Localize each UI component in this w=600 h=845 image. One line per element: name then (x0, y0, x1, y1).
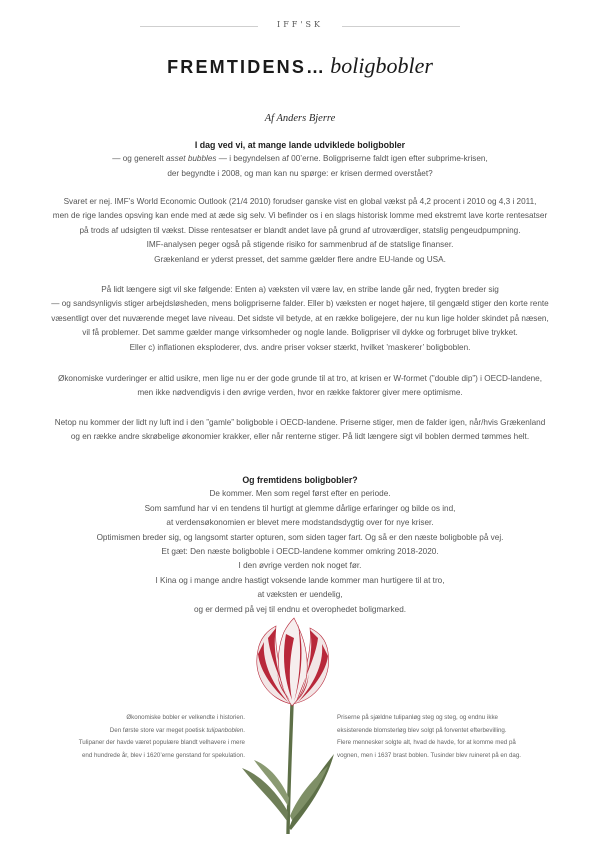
paragraph-3 (40, 372, 560, 401)
section-heading: Og fremtidens boligbobler? (242, 475, 358, 485)
intro-heading: I dag ved vi, at mange lande udviklede boligbobler (194, 140, 406, 150)
paragraph-line: Eller c) inflationen eksploderer, dvs. andre priser vokser stærkt, hvilket ’maskerer’ boligboblen. (129, 342, 471, 352)
article-title (0, 53, 600, 79)
paragraph-line: IMF-analysen peger også på stigende risiko for sammenbrud af de statslige finanser. (146, 240, 454, 250)
section-line: og er dermed på vej til endnu et overophedet boligmarked. (193, 604, 407, 614)
caption-line: end hundrede år, blev i 1620’erne genstand for spekulation. (81, 751, 245, 759)
intro-line-2: der begyndte i 2008, og man kan nu spørge: er krisen dermed overstået? (167, 168, 433, 178)
byline: Af Anders Bjerre (264, 113, 336, 124)
paragraph-line: Netop nu kommer der lidt ny luft ind i den ”gamle” boligboble i OECD-landene. Priserne stiger, men de falder igen, når/hvis Grækenland (54, 418, 546, 427)
intro-italic: asset bubbles (165, 154, 217, 164)
paragraph-line: vil få problemer. Det samme gælder mange virksomheder og nogle lande. Boligpriser vil dykke og forbruget blive trykket. (82, 328, 518, 338)
paragraph-4 (40, 416, 560, 445)
paragraph-line: væsentligt over det nuværende meget lave niveau. Det sidste vil betyde, at en række boligejere, der nu kun lige holder skindet på næsen, (51, 313, 549, 323)
caption-italic: tulipanboblen (206, 726, 244, 734)
caption-line (40, 725, 245, 738)
masthead (140, 20, 460, 32)
title-main: FREMTIDENS… (167, 57, 327, 77)
section-line: De kommer. Men som regel først efter en periode. (209, 489, 391, 499)
caption-right (337, 712, 567, 762)
masthead-rule-right (342, 26, 460, 27)
caption-text: . (243, 726, 245, 734)
intro-line-1 (40, 152, 560, 166)
paragraph-line: — og sandsynligvis stiger arbejdsløsheden, mens boligpriserne falder. Eller b) væksten er noget højere, til gengæld stiger den korte rente (51, 299, 549, 309)
paragraph-line: Økonomiske vurderinger er altid usikre, men lige nu er der gode grunde til at tro, at krisen er W-formet (”double dip”) i OECD-landene, (57, 374, 543, 383)
paragraph-line: Svaret er nej. IMF’s World Economic Outlook (21/4 2010) forudser ganske vist en global vækst på 4,2 procent i 2010 og 4,3 i 2011, (63, 197, 537, 206)
section-line: I Kina og i mange andre hastigt voksende lande kommer man hurtigere til at tro, (155, 575, 445, 585)
paragraph-1 (40, 195, 560, 267)
caption-line: Flere mennesker solgte alt, hvad de havde, for at komme med på (337, 739, 516, 747)
intro-block (40, 138, 560, 181)
section-line: Optimismen breder sig, og langsomt starter opturen, som siden tager fart. Og så er den næste boligboble på vej. (96, 532, 504, 542)
caption-line: Priserne på sjældne tulipanløg steg og steg, og endnu ikke (337, 714, 498, 721)
paragraph-line: men ikke nødvendigvis i den øvrige verden, hvor en række faktorer giver mere optimisme. (137, 388, 463, 398)
tulip-illustration (218, 616, 368, 836)
caption-line: vognen, men i 1637 brast boblen. Tusinder blev ruineret på en dag. (337, 751, 522, 759)
paragraph-line: på trods af udsigten til vækst. Disse rentesatser er blandt andet lave på grund af utroværdiger, statslig pengeudpumpning. (79, 225, 521, 235)
caption-line: eksisterende blomsterløg blev solgt på forventet efterbevilling. (337, 726, 507, 734)
caption-left (40, 712, 245, 762)
section-line: Som samfund har vi en tendens til hurtigt at glemme dårlige erfaringer og bilde os ind, (144, 503, 456, 513)
section-line: I den øvrige verden nok noget før. (238, 561, 362, 571)
tulip-leaf-right-2 (290, 766, 328, 820)
section-line: at væksten er uendelig, (257, 590, 343, 600)
section-line: Et gæt: Den næste boligboble i OECD-landene kommer omkring 2018-2020. (161, 547, 439, 557)
magazine-brand: IFF'SK (277, 20, 323, 29)
caption-line: Økonomiske bobler er velkendte i historien. (126, 714, 245, 721)
future-section (40, 473, 560, 617)
intro-text: — i begyndelsen af 00’erne. Boligpriserne faldt igen efter subprime-krisen, (216, 154, 488, 164)
paragraph-line: Grækenland er yderst presset, det samme gælder flere andre EU-lande og USA. (154, 254, 446, 264)
paragraph-line: men de rige landes opsving kan ende med at æde sig selv. Vi befinder os i en slags historisk lomme med ekstremt lave korte rentesatser (52, 211, 548, 221)
caption-line: Tulipaner der havde været populære blandt velhavere i mere (78, 739, 245, 747)
title-subtitle: boligbobler (330, 53, 433, 78)
caption-text: Den første store var meget poetisk (109, 726, 207, 734)
paragraph-line: På lidt længere sigt vil ske følgende: Enten a) væksten vil være lav, en stribe lande går ned, frygten breder sig (101, 285, 499, 294)
intro-text: — og generelt (112, 154, 166, 164)
paragraph-line: og en række andre skrøbelige økonomier krakker, eller når renterne stiger. På lidt længere sigt vil boblen dermed tømmes helt. (70, 432, 530, 442)
paragraph-2 (40, 283, 560, 355)
section-line: at verdensøkonomien er blevet mere modstandsdygtig over for nye kriser. (166, 518, 434, 528)
